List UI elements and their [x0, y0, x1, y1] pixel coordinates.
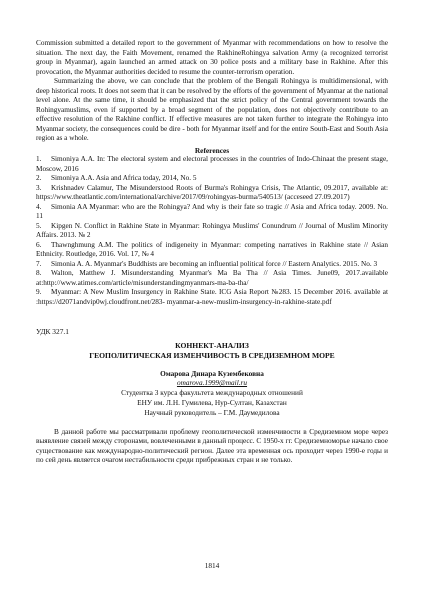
reference-item: 3. Krishnadev Calamur, The Misunderstood Roots of Burma's Rohingya Crisis, The Atlantic, 09.2017, available at: https://www.theatlantic.com/international/archive/2017/09/rohingyas-burma/540513/ (acceseed 27.09.2017)	[36, 183, 388, 201]
article-title-line-1: КОННЕКТ-АНАЛИЗ	[175, 340, 249, 350]
reference-item: 5. Kipgen N. Conflict in Rakhine State in Myanmar: Rohingya Muslims' Conundrum // Journal of Muslim Minority Affairs. 2013. № 2	[36, 221, 388, 239]
author-name: Омарова Динара Кузембековна	[160, 368, 264, 378]
references-list	[36, 155, 388, 307]
article-title-line-2: ГЕОПОЛИТИЧЕСКАЯ ИЗМЕНЧИВОСТЬ В СРЕДИЗЕМНОМ МОРЕ	[89, 350, 335, 360]
abstract-paragraph: В данной работе мы рассматривали проблему геополитической изменчивости в Средиземном море через выявление связей между сторонами, вовлеченными в данный процесс. С 1950-х гг. Средиземноморье начало свое существование как международно-политический регион. Далее эта временная ось проходит через 1990-е годы и по сей день является очагом нестабильности среди прибрежных стран и не только.	[36, 427, 388, 464]
author-email-link[interactable]: omarova.1999@mail.ru	[176, 378, 248, 387]
udc-code: УДК 327.1	[36, 327, 69, 336]
author-affiliation-1: Студентка 3 курса факультета международных отношений	[121, 387, 303, 397]
references-heading: References	[194, 145, 230, 155]
body-paragraph-2: Summarizing the above, we can conclude that the problem of the Bengali Rohingya is multidimensional, with deep historical roots. It does not seem that it can be resolved by the efforts of the government of Myanmar at the national level alone. At the same time, it should be emphasized that the strict policy of the Central government towards the Rohingyamuslims, even if supported by a broad segment of the population, does not objectively contribute to an effective resolution of the Rakhine conflict. If effective measures are not taken further to integrate the Rohingya into Myanmar society, the consequences could be dire - both for Myanmar itself and for the entire South-East and South Asia region as a whole.	[36, 77, 388, 142]
reference-item: 9. Myanmar: A New Muslim Insurgency in Rakhine State. ICG Asia Report №283. 15 December 2016. available at :https://d2071andvip0wj.cloudfront.net/283- myanmar-a-new-muslim-insurgency-in-rakhine-state.pdf	[36, 288, 388, 306]
page-number: 1814	[204, 561, 220, 570]
reference-item: 2. Simoniya A.A. Asia and Africa today, 2014, No. 5	[36, 174, 197, 182]
body-paragraph-1: Commission submitted a detailed report to the government of Myanmar with recommendations on how to resolve the situation. The next day, the Faith Movement, renamed the RakhineRohingya salvation Army (a recognized terrorist group in Myanmar), again launched an armed attack on 30 police posts and a military base in Rakhine. After this provocation, the Myanmar authorities decided to resume the counter-terrorism operation.	[36, 39, 388, 76]
reference-item: 8. Walton, Matthew J. Misunderstanding Myanmar's Ma Ba Tha // Asia Times. June09, 2017.available at:http://www.atimes.com/article/misunderstandingmyanmars-ma-ba-tha/	[36, 269, 388, 287]
reference-item: 4. Simonia AA Myanmar: who are the Rohingya? And why is their fate so tragic // Asia and Africa today. 2009. No. 11	[36, 202, 388, 220]
reference-item: 1. Simoniya A.A. In: The electoral system and electoral processes in the countries of Indo-Chinaat the present stage, Moscow, 2016	[36, 155, 388, 173]
author-affiliation-2: ЕНУ им. Л.Н. Гумилева, Нур-Султан, Казахстан	[137, 397, 287, 407]
reference-item: 7. Simonia A. A. Myanmar's Buddhists are becoming an influential political force // Eastern Analytics. 2015. No. 3	[36, 259, 378, 268]
reference-item: 6. Thawnghmung A.M. The politics of indigeneity in Myanmar: competing narratives in Rakhine state // Asian Ethnicity. Routledge, 2016. Vol. 17, № 4	[36, 240, 388, 258]
supervisor-line: Научный руководитель – Г.М. Даумедилова	[144, 407, 280, 417]
